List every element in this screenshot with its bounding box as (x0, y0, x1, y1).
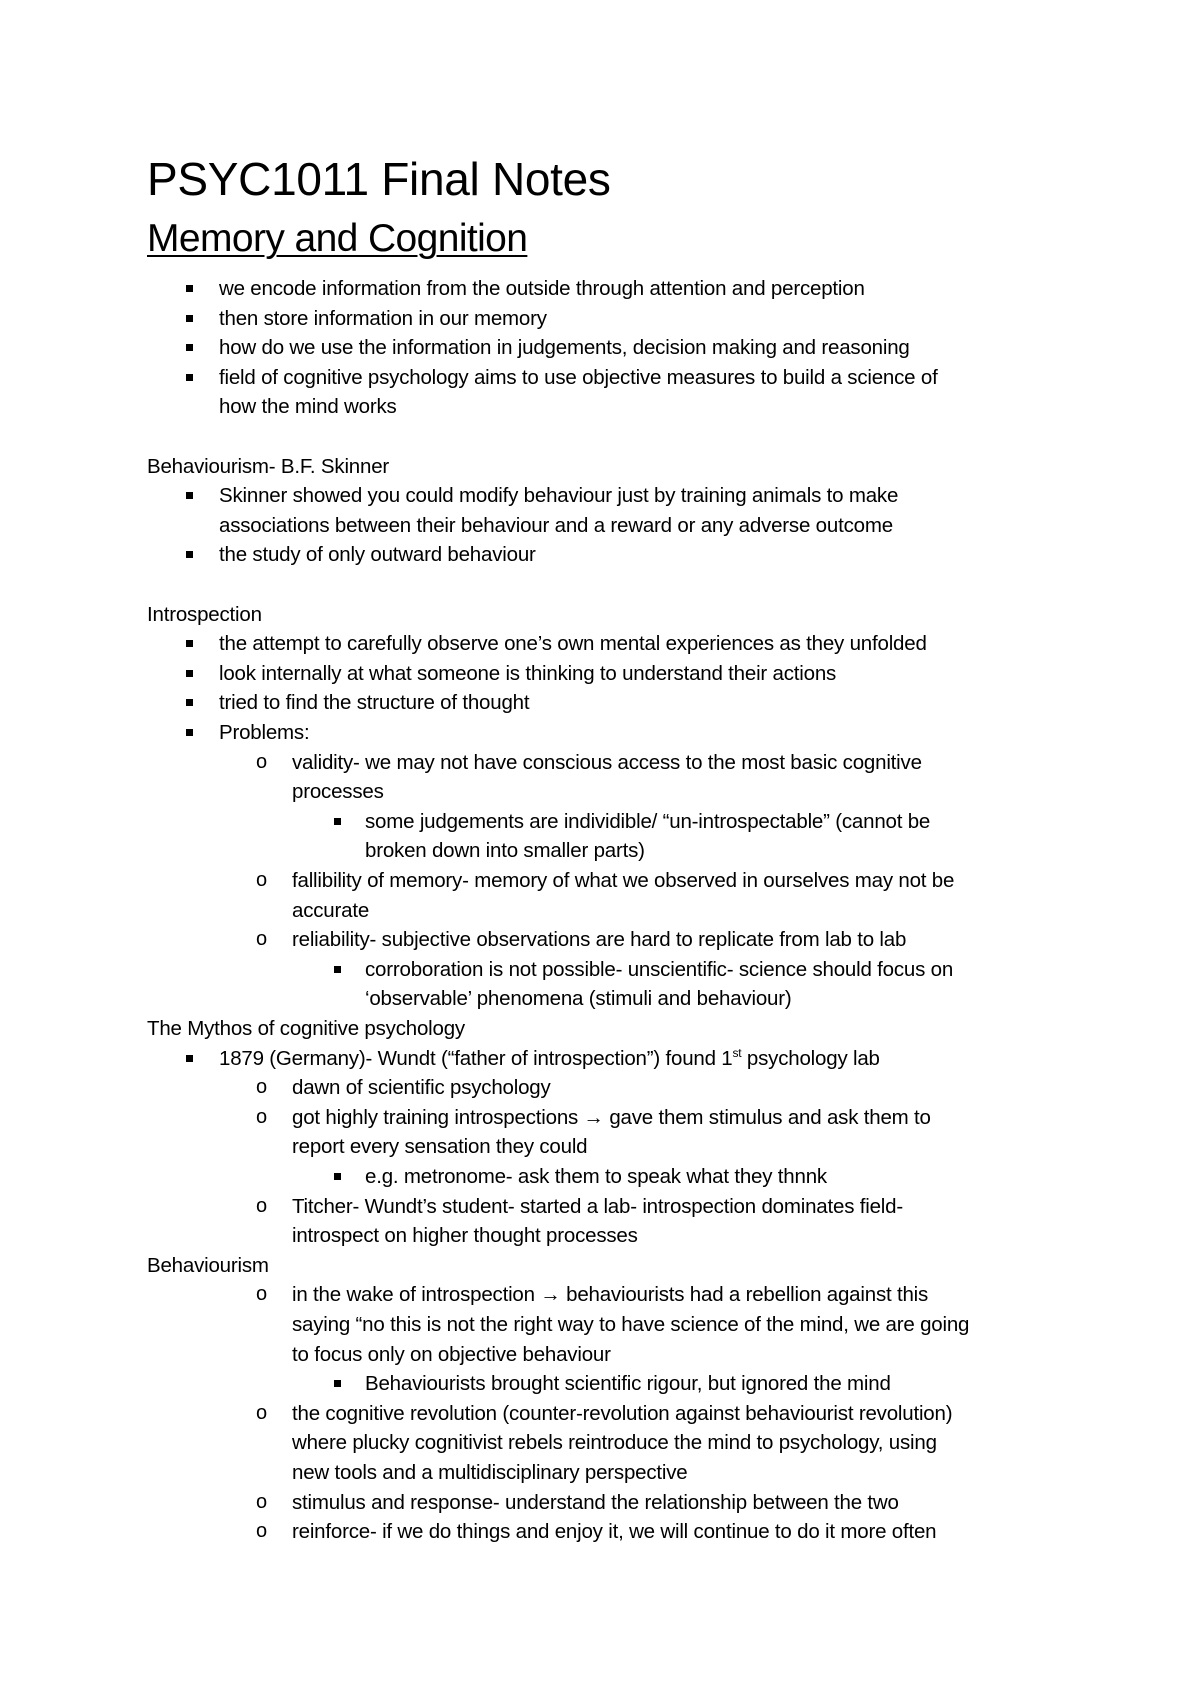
list-item-text: some judgements are individible/ “un-introspectable” (cannot be (365, 809, 931, 833)
list-marker-square (186, 670, 193, 677)
list-item (219, 274, 865, 304)
list-item (292, 1458, 688, 1488)
subsection-heading (147, 452, 389, 482)
list-item-text: the study of only outward behaviour (219, 543, 536, 567)
list-item (292, 777, 384, 807)
list-item (219, 481, 898, 511)
list-item (219, 540, 536, 570)
list-item (292, 1399, 952, 1429)
list-item (365, 955, 953, 985)
list-item (365, 1162, 827, 1192)
list-item (292, 1103, 931, 1133)
list-item (219, 1044, 880, 1074)
list-item-text: corroboration is not possible- unscientific- science should focus on (365, 957, 954, 981)
list-item-text: tried to find the structure of thought (219, 691, 530, 715)
list-item (219, 511, 893, 541)
list-marker-circle: o (256, 1105, 268, 1128)
list-item (219, 363, 938, 393)
list-item-text: stimulus and response- understand the relationship between the two (292, 1490, 899, 1514)
list-item-text: new tools and a multidisciplinary perspective (292, 1461, 688, 1484)
list-item-text: validity- we may not have conscious access to the most basic cognitive (292, 750, 922, 774)
list-item-text: Problems: (219, 721, 310, 744)
list-item (219, 718, 309, 748)
list-marker-square (334, 1173, 341, 1180)
list-item (292, 1517, 936, 1547)
list-item-text: dawn of scientific psychology (292, 1076, 551, 1100)
subsection-heading (147, 600, 262, 630)
list-item-text: the attempt to carefully observe one’s own mental experiences as they unfolded (219, 632, 927, 656)
list-item-text: introspect on higher thought processes (292, 1224, 638, 1248)
list-item (292, 1192, 903, 1222)
list-item-text: we encode information from the outside through attention and perception (219, 277, 865, 300)
list-item-text: in the wake of introspection → behaviourists had a rebellion against this (292, 1283, 929, 1307)
subsection-heading (147, 1251, 269, 1281)
list-item (365, 836, 645, 866)
list-item-text: look internally at what someone is thinking to understand their actions (219, 661, 837, 685)
list-marker-square (186, 344, 193, 351)
list-item (292, 1488, 899, 1518)
list-item (292, 1340, 611, 1370)
list-item-text: accurate (292, 898, 370, 922)
list-marker-circle: o (256, 750, 268, 773)
list-item (219, 392, 397, 422)
list-item (292, 1310, 969, 1340)
list-item-text: 1879 (Germany)- Wundt (“father of introspection”) found 1 (219, 1046, 733, 1070)
list-item (292, 1280, 928, 1310)
list-item (219, 659, 836, 689)
list-item (292, 1221, 638, 1251)
list-marker-circle: o (256, 1401, 268, 1424)
list-marker-square (334, 1380, 341, 1387)
list-marker-square (186, 551, 193, 558)
list-item-text: saying “no this is not the right way to have science of the mind, we are going (292, 1313, 970, 1336)
list-item-text: Behaviourists brought scientific rigour, but ignored the mind (365, 1372, 891, 1396)
list-item (292, 1132, 587, 1162)
list-item-text: processes (292, 780, 384, 804)
list-item (292, 925, 906, 955)
list-marker-square (186, 1055, 193, 1062)
list-item (365, 1369, 891, 1399)
list-marker-circle: o (256, 869, 268, 891)
list-item (292, 1073, 551, 1103)
page-title: PSYC1011 Final Notes (147, 153, 611, 205)
list-item-text: Behaviourism- B.F. Skinner (147, 454, 390, 478)
list-item-text: field of cognitive psychology aims to use objective measures to build a science of (219, 365, 938, 389)
list-item-text: reliability- subjective observations are hard to replicate from lab to lab (292, 928, 907, 952)
list-item (219, 333, 910, 363)
list-marker-square (334, 966, 341, 973)
list-item-text: to focus only on objective behaviour (292, 1342, 611, 1366)
list-marker-square (334, 818, 341, 825)
list-item-text: Introspection (147, 602, 262, 626)
list-item-text: the cognitive revolution (counter-revolution against behaviourist revolution) (292, 1401, 953, 1425)
list-item-text: Titcher- Wundt’s student- started a lab- introspection dominates field- (292, 1194, 903, 1218)
list-item-text: The Mythos of cognitive psychology (147, 1017, 465, 1040)
list-item-text: how do we use the information in judgements, decision making and reasoning (219, 336, 910, 360)
list-marker-square (186, 699, 193, 706)
list-item-text: associations between their behaviour and a reward or any adverse outcome (219, 513, 893, 537)
list-marker-square (186, 492, 193, 499)
list-item-text: broken down into smaller parts) (365, 839, 645, 863)
list-item-text: Skinner showed you could modify behaviour just by training animals to make (219, 484, 899, 508)
list-item-text: fallibility of memory- memory of what we observed in ourselves may not be (292, 869, 955, 892)
list-item-text: Behaviourism (147, 1253, 269, 1277)
section-heading: Memory and Cognition (147, 217, 528, 260)
list-item (292, 1428, 937, 1458)
list-item (365, 807, 930, 837)
list-item-text: reinforce- if we do things and enjoy it, we will continue to do it more often (292, 1520, 937, 1544)
list-item-text: how the mind works (219, 395, 397, 419)
list-marker-circle: o (256, 928, 268, 951)
list-item (292, 866, 954, 896)
list-item (219, 688, 529, 718)
list-item (292, 896, 369, 926)
list-item (219, 629, 927, 659)
list-item-text: ‘observable’ phenomena (stimuli and behaviour) (365, 987, 792, 1011)
list-marker-circle: o (256, 1194, 268, 1217)
list-item-text: report every sensation they could (292, 1135, 588, 1159)
superscript: st (732, 1045, 742, 1060)
list-marker-square (186, 729, 193, 736)
list-item (365, 984, 792, 1014)
list-item-text-tail: psychology lab (741, 1046, 880, 1070)
list-marker-square (186, 285, 193, 292)
list-item-text: got highly training introspections → gave them stimulus and ask them to (292, 1105, 931, 1129)
list-item-text: e.g. metronome- ask them to speak what they thnnk (365, 1165, 827, 1188)
subsection-heading (147, 1014, 465, 1044)
list-marker-circle: o (256, 1283, 268, 1306)
list-marker-circle: o (256, 1490, 268, 1513)
list-item (219, 304, 547, 334)
list-marker-circle: o (256, 1520, 268, 1543)
list-marker-circle: o (256, 1076, 268, 1099)
list-marker-square (186, 374, 193, 381)
list-item-text: where plucky cognitivist rebels reintroduce the mind to psychology, using (292, 1431, 937, 1455)
list-marker-square (186, 315, 193, 322)
list-marker-square (186, 640, 193, 647)
list-item (292, 748, 922, 778)
list-item-text: then store information in our memory (219, 306, 547, 330)
